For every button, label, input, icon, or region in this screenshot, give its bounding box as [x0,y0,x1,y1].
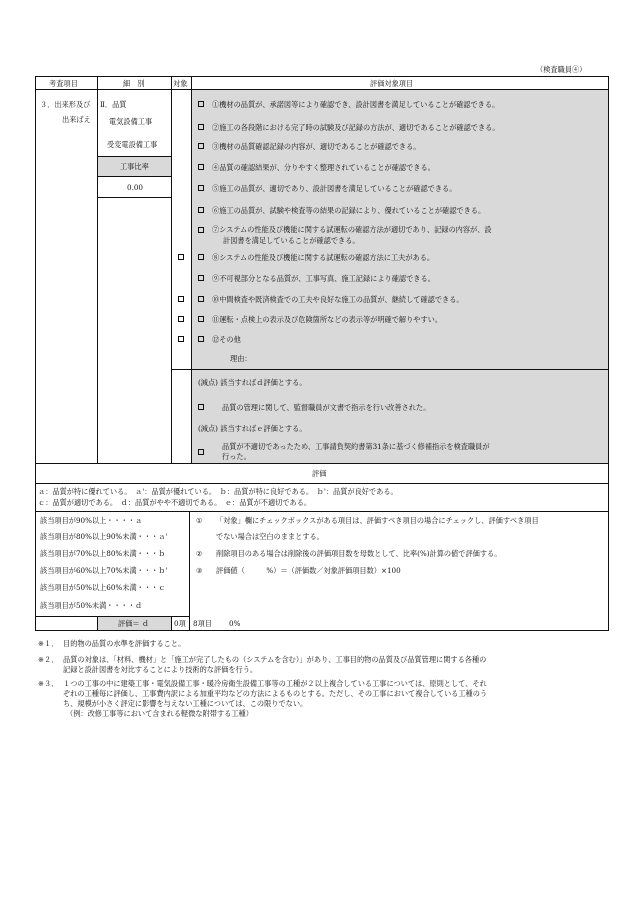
criteria-item: ⑫その他 [212,335,241,344]
footnote-line: ち、規模が小さく評定に影響を与えない工種については、この限りでない。 [63,699,308,708]
note-text-cont: でない場合は空白のままとする。 [216,532,324,541]
scale-row: 該当項目が90%以上・・・・ａ [40,516,143,525]
footnote-mark: ※２． [38,655,59,664]
criteria-item: ⑨不可視部分となる品質が、工事写真、施工記録により確認できる。 [212,274,435,283]
criteria-checkbox [198,254,204,260]
criteria-checkbox [198,296,204,302]
evaluation-title: 評価 [312,469,327,478]
criteria-item: ⑤施工の品質が、適切であり、設計図書を満足していることが確認できる。 [212,184,457,193]
note-number: ① [196,516,203,525]
grade-legend-line1: ａ：品質が特に優れている。 ａ'：品質が優れている。 ｂ：品質が特に良好である。 ｂ'：品質が良好である。 [38,487,398,496]
scale-row: 該当項目が50%未満・・・・ｄ [40,601,143,610]
criteria-item: ④品質の確認結果が、分りやすく整理されていることが確認できる。 [212,163,435,172]
criteria-checkbox [198,164,204,170]
note-text: 評価値（ %）＝（評価数／対象評価項目数）×100 [216,566,401,575]
note-text: 削除項目のある場合は削除後の評価項目数を母数として、比率(%)計算の値で評価する。 [216,549,502,558]
deduction-e-item-line1: 品質が不適切であったため、工事請負契約書第31条に基づく修補指示を検査職員が [222,442,490,451]
header-target: 対象 [173,79,188,88]
target-checkbox-11[interactable] [178,316,184,322]
criteria-item: ⑥施工の品質が、試験や検査等の結果の記録により、優れていることが確認できる。 [212,206,486,215]
criteria-checkbox [198,124,204,130]
header-item: 考査項目 [49,79,78,88]
footnote-line: １つの工事の中に建築工事・電気設備工事・暖冷房衛生設備工事等の工種が２以上複合している工事については、原則として、それ [63,679,487,688]
criteria-checkbox [198,316,204,322]
scale-row: 該当項目が60%以上70%未満・・・ｂ' [40,566,168,575]
evaluated-count: 0項 [174,619,186,628]
detail-title: Ⅱ．品質 [100,100,127,109]
deduction-d-item: 品質の管理に関して、監督職員が文書で指示を行い改善された。 [222,403,431,412]
footnote-line: 記録と設計図書を対比することにより技術的な評価を行う。 [63,665,258,674]
evaluation-result: 評価＝ ｄ [118,619,150,628]
criteria-item: ⑧システムの性能及び機能に関する試運転の確認方法に工夫がある。 [212,253,435,262]
criteria-checkbox [198,185,204,191]
target-checkbox-12[interactable] [178,336,184,342]
target-checkbox-10[interactable] [178,296,184,302]
criteria-item: ⑦システムの性能及び機能に関する試運転の確認方法が適切であり、記録の内容が、設 [212,225,492,234]
reason-label: 理由： [230,354,252,363]
header-detail: 細 別 [123,79,145,88]
deduction-d-checkbox [198,404,204,410]
item-name-line1: ３．出来形及び [40,100,91,109]
total-count: 8項目 [193,619,212,628]
grade-legend-line2: ｃ：品質が適切である。 ｄ：品質がやや不適切である。 ｅ：品質が不適切である。 [38,498,312,507]
footnote-mark: ※１． [38,639,59,648]
detail-sub2: 受変電設備工事 [107,140,158,149]
criteria-checkbox [198,101,204,107]
header-criteria: 評価対象項目 [370,79,414,88]
note-number: ② [196,549,203,558]
criteria-checkbox [198,227,204,233]
item-name-line2: 出来ばえ [62,115,91,124]
criteria-checkbox [198,143,204,149]
footnote-line: （例：改修工事等において含まれる軽微な附帯する工種） [66,709,253,718]
criteria-checkbox [198,336,204,342]
deduction-e-checkbox [198,449,204,455]
deduction-e-item-line2: 行った。 [222,452,251,461]
scale-row: 該当項目が50%以上60%未満・・・ｃ [40,583,166,592]
footnote-line: ぞれの工種毎に評価し、工事費内訳による加重平均などの方法によるものとする。ただし、その工事において複合している工種のう [63,689,488,698]
criteria-item: ⑪運転・点検上の表示及び危険箇所などの表示等が明確で解りやすい。 [212,315,443,324]
criteria-item: ③機材の品質確認記録の内容が、適切であることが確認できる。 [212,142,421,151]
footnote-line: 品質の対象は、「材料、機材」と「施工が完了したもの（システムを含む）」があり、工事目的物の品質及び品質管理に関する各種の [63,655,487,664]
footnote-line: 目的物の品質の水準を評価すること。 [63,639,186,648]
evaluation-percent: 0% [229,619,241,628]
criteria-item-cont: 計図書を満足していることが確認できる。 [223,236,360,245]
ratio-value: 0.00 [127,183,144,192]
criteria-checkbox [198,207,204,213]
scale-row: 該当項目が80%以上90%未満・・・ａ' [40,532,168,541]
form-label: （検査職員④） [536,65,587,74]
criteria-item: ⑩中間検査や既済検査での工夫や良好な施工の品質が、継続して確認できる。 [212,295,464,304]
note-text: 「対象」欄にチェックボックスがある項目は、評価すべき項目の場合にチェックし、評価すべき項目 [216,516,539,525]
note-number: ③ [196,566,203,575]
deduction-d-title: (減点) 該当すればｄ評価とする。 [198,378,307,387]
detail-sub1: 電気設備工事 [109,117,153,126]
deduction-e-title: (減点) 該当すればｅ評価とする。 [198,424,307,433]
target-checkbox-8[interactable] [178,254,184,260]
criteria-checkbox [198,275,204,281]
criteria-item: ①機材の品質が、承諾図等により確認でき、設計図書を満足していることが確認できる。 [212,100,500,109]
ratio-label: 工事比率 [120,162,149,171]
criteria-item: ②施工の各段階における完了時の試験及び記録の方法が、適切であることが確認できる。 [212,123,500,132]
footnote-mark: ※３． [38,679,59,688]
scale-row: 該当項目が70%以上80%未満・・・ｂ [40,549,166,558]
